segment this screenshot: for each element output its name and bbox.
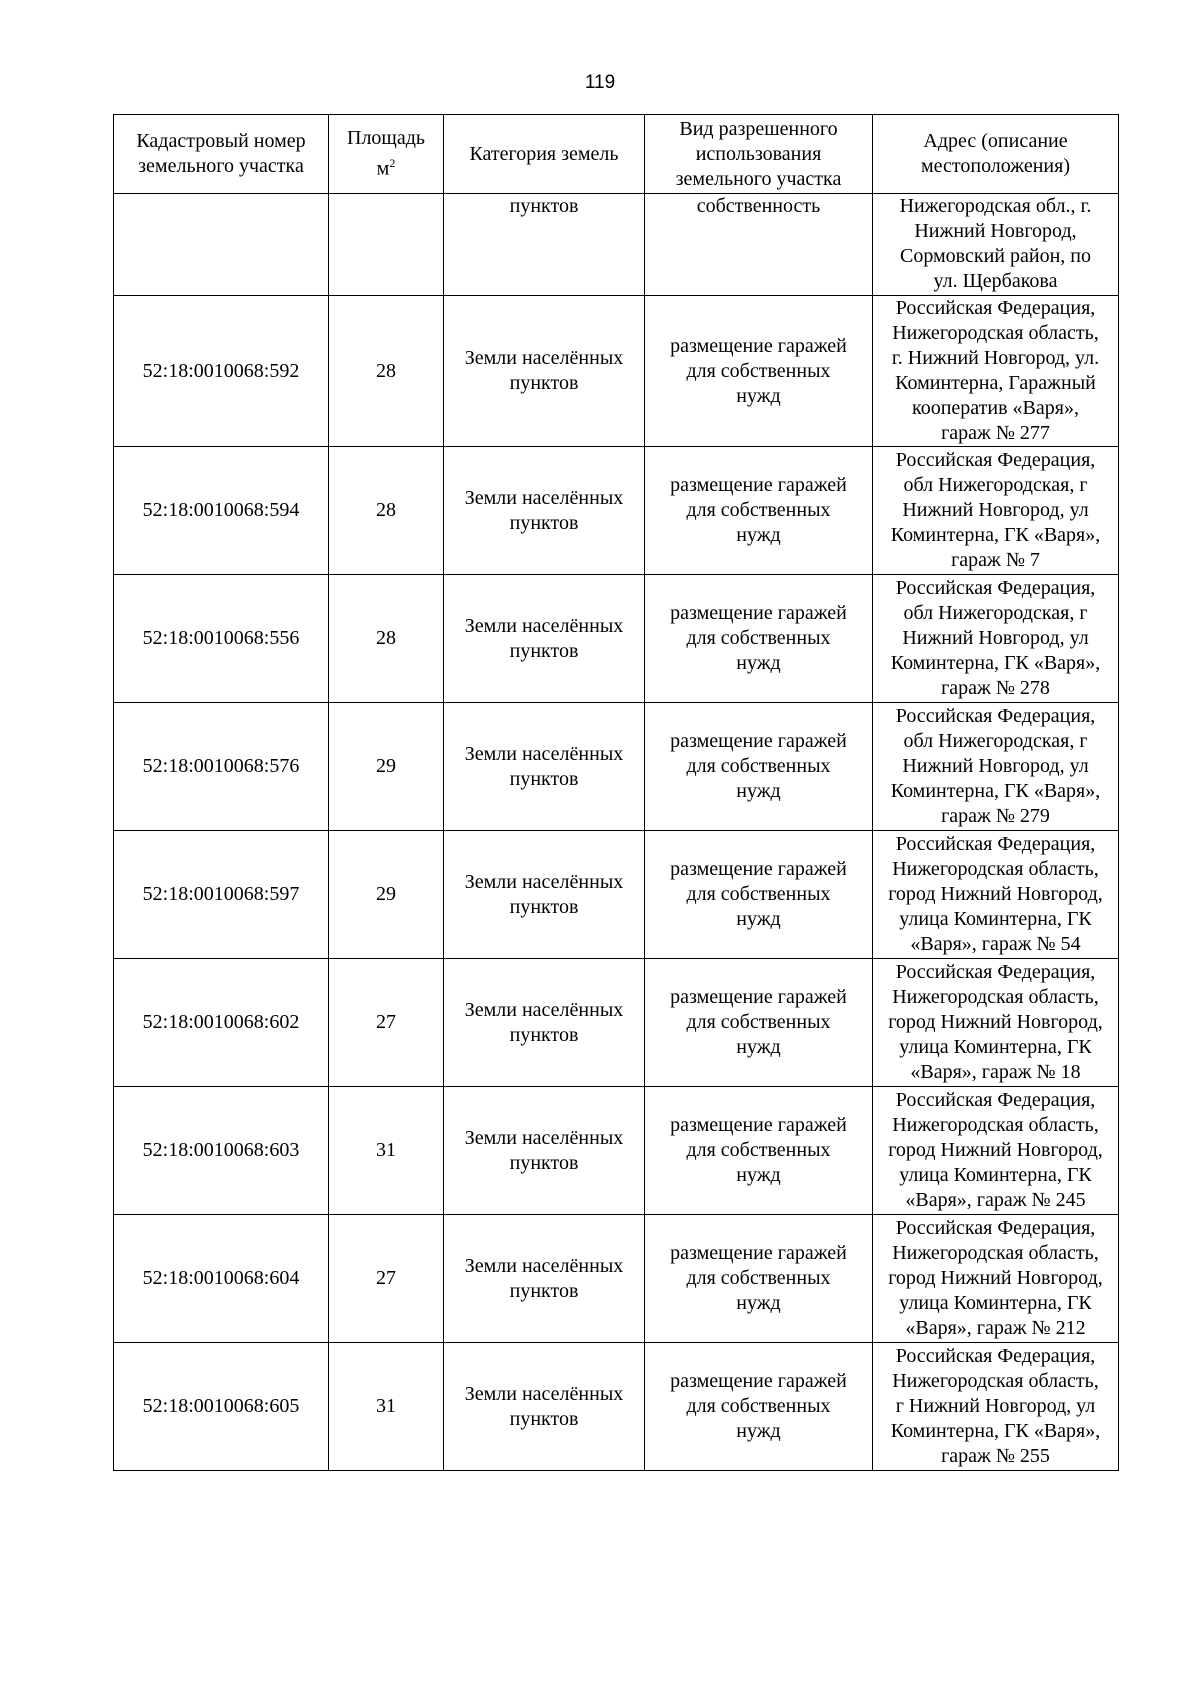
cell-category: Земли населённых пунктов <box>444 1215 645 1343</box>
cell-area: 27 <box>329 959 444 1087</box>
cell-address: Российская Федерация, Нижегородская область, г Нижний Новгород, ул Коминтерна, ГК «Варя», гараж № 255 <box>873 1343 1119 1471</box>
cell-cadastral: 52:18:0010068:592 <box>114 296 329 447</box>
cell-address: Российская Федерация, Нижегородская область, город Нижний Новгород, улица Коминтерна, ГК «Варя», гараж № 18 <box>873 959 1119 1087</box>
table-row <box>114 575 1119 703</box>
cell-address: Нижегородская обл., г. Нижний Новгород, Сормовский район, по ул. Щербакова <box>873 194 1119 296</box>
cell-area: 31 <box>329 1343 444 1471</box>
cell-category: Земли населённых пунктов <box>444 296 645 447</box>
cell-category: Земли населённых пунктов <box>444 1343 645 1471</box>
table-row <box>114 1087 1119 1215</box>
cell-address: Российская Федерация, Нижегородская область, г. Нижний Новгород, ул. Коминтерна, Гаражный кооператив «Варя», гараж № 277 <box>873 296 1119 447</box>
cell-use: размещение гаражей для собственных нужд <box>645 703 873 831</box>
table-row <box>114 703 1119 831</box>
cell-category: Земли населённых пунктов <box>444 703 645 831</box>
cell-use: собственность <box>645 194 873 296</box>
cell-category: Земли населённых пунктов <box>444 575 645 703</box>
table-row <box>114 447 1119 575</box>
cell-category: Земли населённых пунктов <box>444 831 645 959</box>
area-unit-sup: 2 <box>389 156 396 171</box>
area-unit: м <box>376 157 390 180</box>
cell-area: 29 <box>329 831 444 959</box>
cell-area: 28 <box>329 296 444 447</box>
cell-address: Российская Федерация, Нижегородская область, город Нижний Новгород, улица Коминтерна, ГК «Варя», гараж № 245 <box>873 1087 1119 1215</box>
cell-address: Российская Федерация, Нижегородская область, город Нижний Новгород, улица Коминтерна, ГК «Варя», гараж № 54 <box>873 831 1119 959</box>
header-category: Категория земель <box>444 115 645 194</box>
cell-use: размещение гаражей для собственных нужд <box>645 447 873 575</box>
table-row <box>114 1343 1119 1471</box>
cell-cadastral: 52:18:0010068:556 <box>114 575 329 703</box>
header-use: Вид разрешенного использования земельного участка <box>645 115 873 194</box>
cell-use: размещение гаражей для собственных нужд <box>645 831 873 959</box>
cell-category: пунктов <box>444 194 645 296</box>
cell-cadastral: 52:18:0010068:604 <box>114 1215 329 1343</box>
cell-use: размещение гаражей для собственных нужд <box>645 575 873 703</box>
cell-use: размещение гаражей для собственных нужд <box>645 1343 873 1471</box>
cell-area <box>329 194 444 296</box>
cell-category: Земли населённых пунктов <box>444 447 645 575</box>
header-cadastral: Кадастровый номер земельного участка <box>114 115 329 194</box>
cell-cadastral: 52:18:0010068:602 <box>114 959 329 1087</box>
cell-address: Российская Федерация, Нижегородская область, город Нижний Новгород, улица Коминтерна, ГК «Варя», гараж № 212 <box>873 1215 1119 1343</box>
cell-address: Российская Федерация, обл Нижегородская, г Нижний Новгород, ул Коминтерна, ГК «Варя», гараж № 279 <box>873 703 1119 831</box>
cell-address: Российская Федерация, обл Нижегородская, г Нижний Новгород, ул Коминтерна, ГК «Варя», гараж № 278 <box>873 575 1119 703</box>
table-row-continuation <box>114 194 1119 296</box>
cell-use: размещение гаражей для собственных нужд <box>645 959 873 1087</box>
cell-cadastral: 52:18:0010068:603 <box>114 1087 329 1215</box>
cell-cadastral: 52:18:0010068:597 <box>114 831 329 959</box>
cell-cadastral <box>114 194 329 296</box>
cell-cadastral: 52:18:0010068:594 <box>114 447 329 575</box>
cell-area: 28 <box>329 575 444 703</box>
cell-use: размещение гаражей для собственных нужд <box>645 1087 873 1215</box>
header-area: Площадь $м^2$ <box>329 115 444 194</box>
cell-category: Земли населённых пунктов <box>444 959 645 1087</box>
table-row <box>114 1215 1119 1343</box>
land-plots-table <box>113 114 1119 1471</box>
cell-use: размещение гаражей для собственных нужд <box>645 1215 873 1343</box>
cell-cadastral: 52:18:0010068:605 <box>114 1343 329 1471</box>
table-header-row <box>114 115 1119 194</box>
cell-area: 29 <box>329 703 444 831</box>
table-row <box>114 831 1119 959</box>
page-number: 119 <box>584 72 616 93</box>
cell-area: 31 <box>329 1087 444 1215</box>
cell-category: Земли населённых пунктов <box>444 1087 645 1215</box>
cell-use: размещение гаражей для собственных нужд <box>645 296 873 447</box>
cell-area: 28 <box>329 447 444 575</box>
table-row <box>114 296 1119 447</box>
cell-cadastral: 52:18:0010068:576 <box>114 703 329 831</box>
cell-area: 27 <box>329 1215 444 1343</box>
header-address: Адрес (описание местоположения) <box>873 115 1119 194</box>
cell-address: Российская Федерация, обл Нижегородская, г Нижний Новгород, ул Коминтерна, ГК «Варя», гараж № 7 <box>873 447 1119 575</box>
table-row <box>114 959 1119 1087</box>
